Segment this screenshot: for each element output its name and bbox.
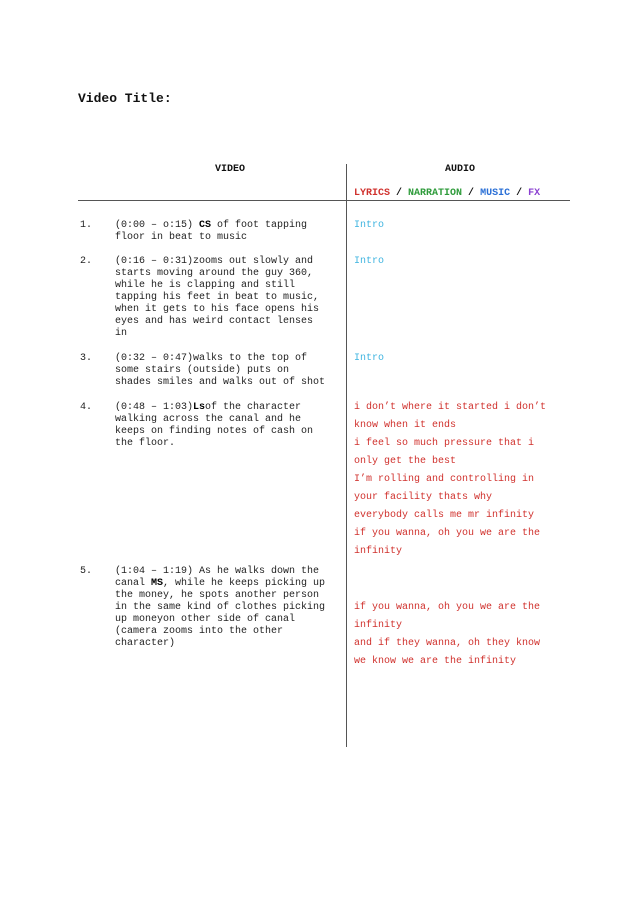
legend-music: MUSIC — [480, 188, 511, 199]
audio-cue: Intro — [354, 353, 385, 364]
audio-column-header: AUDIO — [444, 164, 475, 175]
video-description: (0:16 – 0:31)zooms out slowly and starts moving around the guy 360, while he is clapping and still tapping his feet in beat to music, when it gets to his face opens his eyes and has weird contact lenses in — [115, 256, 320, 339]
audio-cue: Intro — [354, 256, 385, 267]
video-column-header: VIDEO — [214, 164, 245, 175]
row-number: 4. — [80, 402, 93, 413]
video-description — [115, 220, 343, 244]
shot-timing: (1:04 – 1:19) As he walks down the canal — [115, 566, 320, 589]
lyrics-block: if you wanna, oh you we are the infinity and if they wanna, oh they know we know we are the infinity — [354, 602, 541, 667]
shot-timing: (0:48 – 1:03) — [115, 402, 194, 413]
shot-action: , while he keeps picking up the money, he spots another person in the same kind of clothes picking up moneyon other side of canal (camera zooms into the other character) — [115, 578, 326, 649]
shot-timing: (0:00 – o:15) — [115, 220, 200, 231]
legend-lyrics: LYRICS — [354, 188, 391, 199]
video-description: (0:32 – 0:47)walks to the top of some stairs (outside) puts on shades smiles and walks out of shot — [115, 353, 326, 388]
video-description — [115, 566, 343, 650]
legend-separator: / — [510, 188, 529, 199]
column-divider — [346, 164, 347, 747]
shot-action: of the character walking across the canal and he keeps on finding notes of cash on the floor. — [115, 402, 314, 449]
audio-legend — [354, 188, 540, 199]
shot-type: Ls — [193, 402, 206, 413]
header-divider — [78, 200, 570, 201]
row-number: 3. — [80, 353, 93, 364]
shot-action: of foot tapping floor in beat to music — [115, 220, 308, 243]
video-description — [115, 402, 343, 450]
row-number: 2. — [80, 256, 93, 267]
audio-cue: Intro — [354, 220, 385, 231]
legend-fx: FX — [528, 188, 541, 199]
legend-narration: NARRATION — [408, 188, 463, 199]
legend-separator: / — [390, 188, 409, 199]
legend-separator: / — [462, 188, 481, 199]
row-number: 1. — [80, 220, 93, 231]
document-title: Video Title: — [78, 91, 172, 106]
lyrics-block: i don’t where it started i don’t know when it ends i feel so much pressure that i only get the best I’m rolling and controlling in your facility thats why everybody calls me mr infinity if you wanna, oh you we are the infinity — [354, 402, 547, 557]
shot-type: MS — [151, 578, 164, 589]
shot-type: CS — [199, 220, 212, 231]
row-number: 5. — [80, 566, 93, 577]
